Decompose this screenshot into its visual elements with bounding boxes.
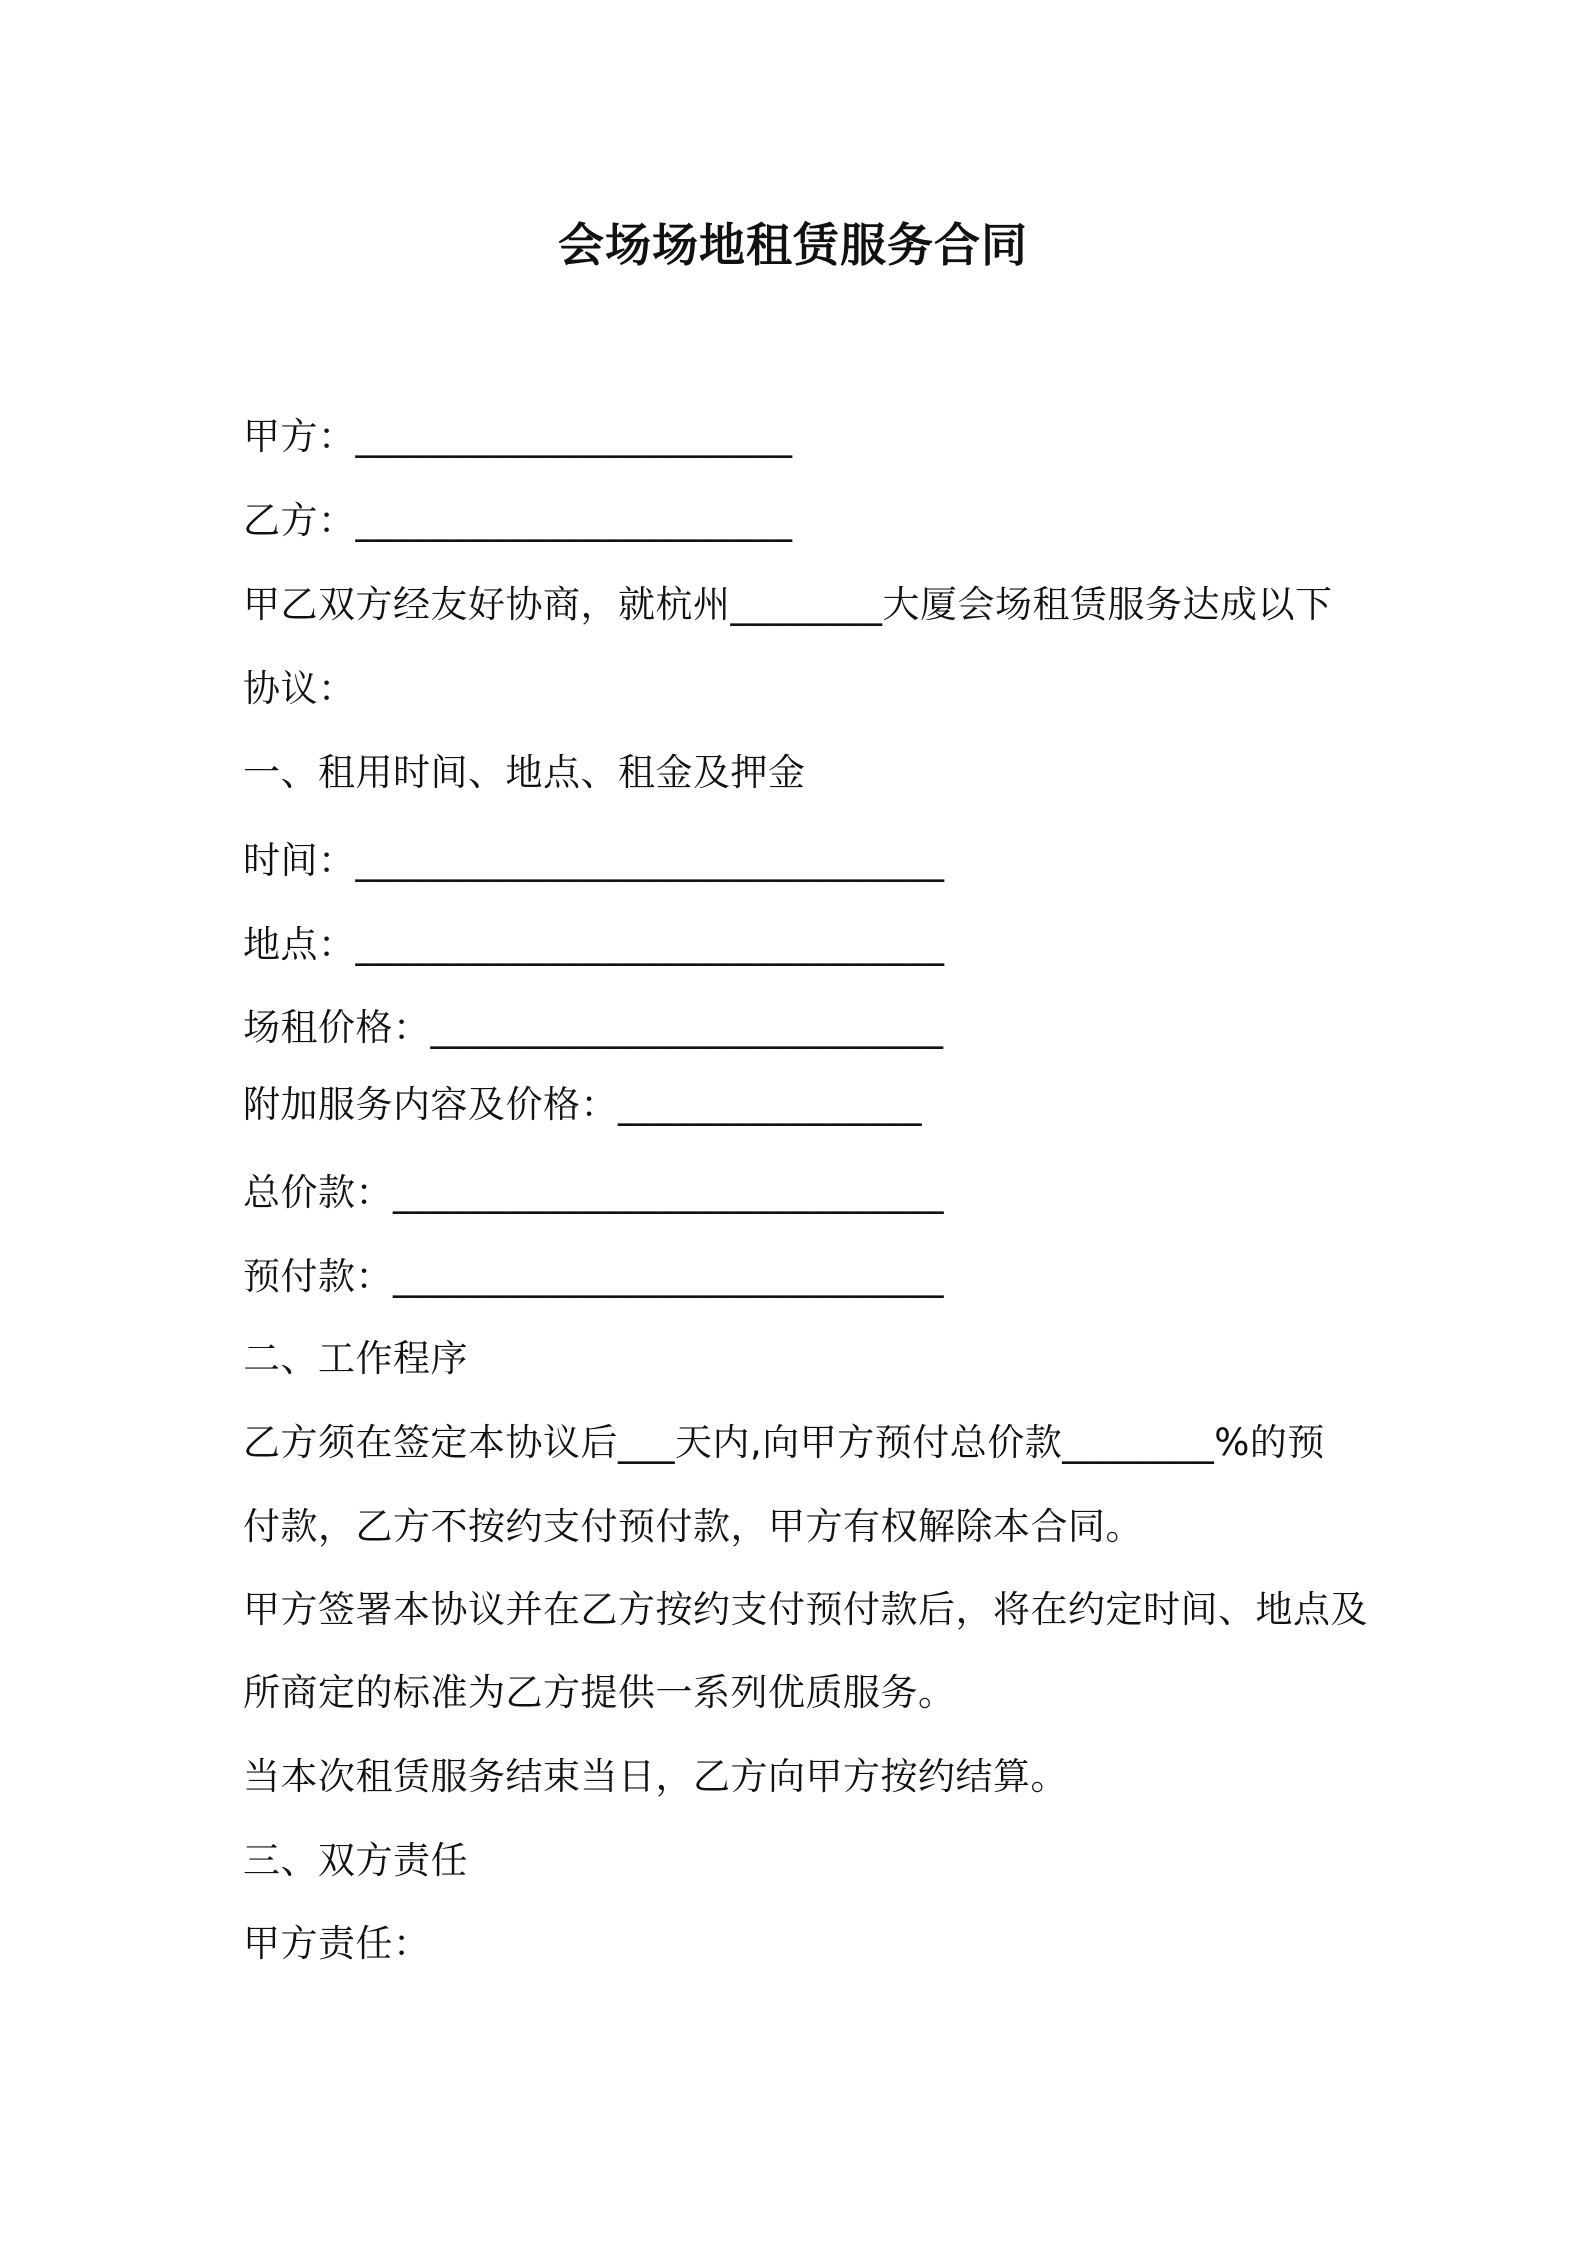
section-3-heading: 三、双方责任 xyxy=(243,1839,468,1882)
agreement-intro-line: 甲乙双方经友好协商，就杭州________大厦会场租赁服务达成以下 xyxy=(243,583,1333,626)
party-a-responsibilities-heading: 甲方责任： xyxy=(243,1922,431,1965)
additional-services-field-line: 附加服务内容及价格：________________ xyxy=(243,1083,922,1126)
party-a-line: 甲方：_______________________ xyxy=(243,415,793,458)
procedure-paragraph-1-line-2: 付款，乙方不按约支付预付款，甲方有权解除本合同。 xyxy=(243,1505,1143,1548)
time-field-line: 时间：_______________________________ xyxy=(243,839,945,882)
agreement-intro-continuation: 协议： xyxy=(243,667,356,710)
section-2-heading: 二、工作程序 xyxy=(243,1337,468,1380)
total-price-field-line: 总价款：_____________________________ xyxy=(243,1171,944,1214)
procedure-paragraph-2-line-2: 所商定的标准为乙方提供一系列优质服务。 xyxy=(243,1671,956,1714)
procedure-paragraph-2-line-1: 甲方签署本协议并在乙方按约支付预付款后，将在约定时间、地点及 xyxy=(243,1588,1368,1631)
section-1-heading: 一、租用时间、地点、租金及押金 xyxy=(243,751,806,794)
location-field-line: 地点：_______________________________ xyxy=(243,923,945,966)
procedure-paragraph-3: 当本次租赁服务结束当日，乙方向甲方按约结算。 xyxy=(243,1755,1068,1798)
document-title: 会场场地租赁服务合同 xyxy=(558,218,1028,272)
prepayment-field-line: 预付款：_____________________________ xyxy=(243,1255,944,1298)
party-b-line: 乙方：_______________________ xyxy=(243,499,793,542)
procedure-paragraph-1-line-1: 乙方须在签定本协议后___天内,向甲方预付总价款________%的预 xyxy=(243,1421,1325,1464)
rent-price-field-line: 场租价格：___________________________ xyxy=(243,1006,944,1049)
